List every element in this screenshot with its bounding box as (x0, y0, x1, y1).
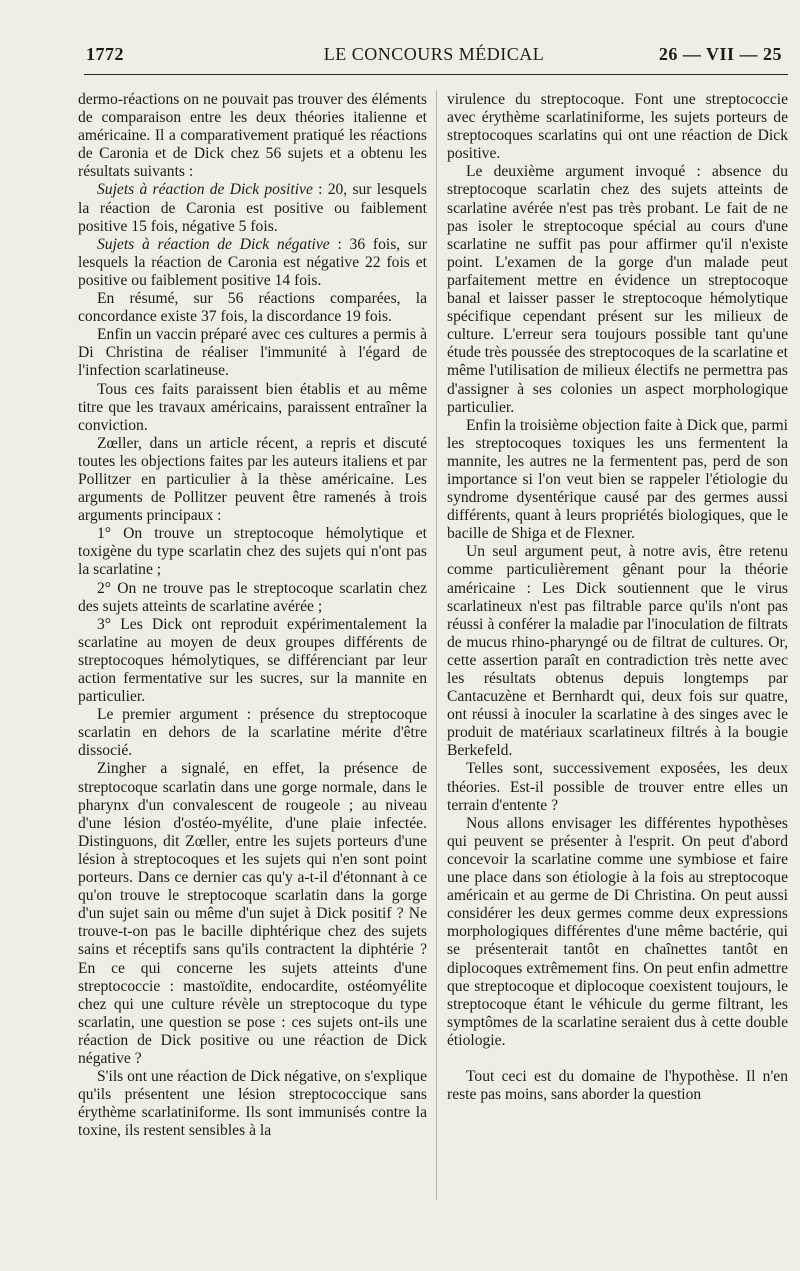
issue-date: 26 — VII — 25 (658, 44, 782, 64)
paragraph-text: Zœller, dans un article récent, a repris et discuté toutes les objections faites par les auteurs italiens et par Pollitzer en particulier à la thèse américaine. Les arguments de Pollitzer peuvent être ramenés à trois arguments principaux : (78, 434, 427, 525)
page-number: 1772 (86, 44, 124, 64)
paragraph-text: Un seul argument peut, à notre avis, être retenu comme particulièrement gênant pour la théorie américaine : Les Dick soutiennent que le virus scarlatineux n'est pas filtrable parce qu'ils n'ont pas réussi à conférer la maladie par l'inoculation de filtrats de mucus rhino-pharyngé ou de filtrat de cultures. Or, cette assertion paraît en contradiction très nette avec les résultats obtenus depuis longtemps par Cantacuzène et Bernhardt qui, deux fois sur quatre, ont réussi à inoculer la scarlatine à des singes avec le produit de matériaux scarlatineux filtrés à la bougie Berkefeld. (447, 543, 788, 760)
paragraph-gap (447, 1050, 788, 1068)
paragraph-text: : 36 fois, sur lesquels la réaction de Caronia est négative 22 fois et positive ou faiblement positive 14 fois. (78, 235, 427, 289)
paragraph-text: S'ils ont une réaction de Dick négative, on s'explique qu'ils présentent une lésion streptococcique sans érythème scarlatiniforme. Ils sont immunisés contre la toxine, ils restent sensibles à la (78, 1068, 427, 1140)
paragraph-text: Le premier argument : présence du streptocoque scarlatin en dehors de la scarlatine mérite d'être dissocié. (78, 706, 427, 760)
paragraph (78, 381, 427, 435)
paragraph-text: 1° On trouve un streptocoque hémolytique et toxigène du type scarlatin chez des sujets qui n'ont pas la scarlatine ; (78, 525, 427, 579)
paragraph (78, 760, 427, 1068)
paragraph-text: Tout ceci est du domaine de l'hypothèse. Il n'en reste pas moins, sans aborder la question (447, 1067, 788, 1104)
paragraph (78, 435, 427, 525)
paragraph (78, 580, 427, 616)
paragraph (78, 1068, 427, 1140)
paragraph-text: Zingher a signalé, en effet, la présence de streptocoque scarlatin dans une gorge normale, dans le pharynx d'un convalescent de rougeole ; au niveau d'une lésion d'ostéo-myélite, d'une plaie infectée. Distinguons, dit Zœller, entre les sujets porteurs d'une lésion à streptocoques et les sujets qui n'en sont point porteurs. Dans ce dernier cas qu'y a-t-il d'étonnant à ce qu'on trouve le streptocoque scarlatin dans la gorge d'un sujet sain ou même d'un sujet à Dick positif ? Ne trouve-t-on pas le bacille diphtérique chez des sujets sains et réceptifs sans qu'ils contractent la diphtérie ? En ce qui concerne les sujets atteints d'une streptococcie : mastoïdite, endocardite, ostéomyélite chez qui une culture révèle un streptocoque du type scarlatin, une question se pose : ces sujets ont-ils une réaction de Dick positive ou une réaction de Dick négative ? (78, 760, 427, 1067)
paragraph-text: En résumé, sur 56 réactions comparées, la concordance existe 37 fois, la discordance 19 fois. (78, 290, 427, 326)
paragraph-text: Tous ces faits paraissent bien établis et au même titre que les travaux américains, paraissent entraîner la conviction. (78, 380, 427, 434)
paragraph-text: dermo-réactions on ne pouvait pas trouver des éléments de comparaison entre les deux théories italienne et américaine. Il a comparativement pratiqué les réactions de Caronia et de Dick chez 56 sujets et a obtenu les résultats suivants : (78, 91, 427, 181)
paragraph (78, 616, 427, 706)
column-divider (436, 90, 437, 1200)
journal-title: LE CONCOURS MÉDICAL (323, 44, 545, 64)
paragraph (447, 815, 788, 1050)
paragraph (78, 236, 427, 290)
paragraph-text: virulence du streptocoque. Font une streptococcie avec érythème scarlatiniforme, les sujets porteurs de streptocoques scarlatins qui ont une réaction de Dick positive. (447, 91, 788, 163)
paragraph (78, 181, 427, 235)
paragraph-text: 3° Les Dick ont reproduit expérimentalement la scarlatine au moyen de deux groupes différents de streptocoques hémolytiques, se différenciant par leur action fermentative sur les sucres, sur la mannite en particulier. (78, 615, 427, 706)
left-column (78, 91, 427, 1140)
paragraph (447, 163, 788, 416)
italic-lead: Sujets à réaction de Dick positive (97, 181, 313, 199)
paragraph-text: Telles sont, successivement exposées, les deux théories. Est-il possible de trouver entre elles un terrain d'entente ? (447, 760, 788, 814)
paragraph (78, 525, 427, 579)
italic-lead: Sujets à réaction de Dick négative (97, 235, 330, 253)
paragraph (447, 91, 788, 163)
running-header (86, 44, 782, 72)
paragraph-text: Enfin un vaccin préparé avec ces cultures a permis à Di Christina de réaliser l'immunité à l'égard de l'infection scarlatineuse. (78, 326, 427, 380)
paragraph (78, 326, 427, 380)
paragraph (78, 290, 427, 326)
paragraph-text: Nous allons envisager les différentes hypothèses qui peuvent se présenter à l'esprit. On peut d'abord concevoir la scarlatine comme une symbiose et faire une place dans son étiologie à la fois au streptocoque américain et au germe de Di Christina. On peut aussi considérer les deux germes comme deux expressions morphologiques différentes d'une même bactérie, qui se présenterait tantôt en chaînettes tantôt en diplocoques extrêmement fins. On peut enfin admettre que streptocoque et diplocoque coexistent toujours, le streptocoque étant le véhicule du germe filtrant, les symptômes de la scarlatine seraient dus à cette double étiologie. (447, 814, 788, 1049)
paragraph (78, 706, 427, 760)
paragraph (447, 1068, 788, 1104)
header-rule (84, 74, 788, 75)
paragraph (447, 760, 788, 814)
paragraph-text: Le deuxième argument invoqué : absence du streptocoque scarlatin chez des sujets atteints de scarlatine avérée n'est pas très probant. Le fait de ne pas isoler le streptocoque spécial au cours d'une scarlatine ne suffit pas pour affirmer qu'il n'existe point. L'examen de la gorge d'un malade peut parfaitement mettre en évidence un streptocoque banal et laisser passer le streptocoque hémolytique spécifique cependant présent sur les milieux de culture. L'erreur sera toujours possible tant qu'une étude très poussée des streptocoques de la scarlatine et même l'utilisation de milieux électifs ne permettra pas d'assigner à ses colonies un aspect morphologique particulier. (447, 163, 788, 416)
paragraph (447, 543, 788, 760)
paragraph-text: 2° On ne trouve pas le streptocoque scarlatin chez des sujets atteints de scarlatine avérée ; (78, 579, 427, 615)
paragraph (447, 417, 788, 544)
paragraph-text: : 20, sur lesquels la réaction de Caronia est positive ou faiblement positive 15 fois, négative 5 fois. (78, 181, 427, 235)
paragraph-text: Enfin la troisième objection faite à Dick que, parmi les streptocoques toxiques les uns fermentent la mannite, les autres ne la fermentent pas, perd de son importance si l'on veut bien se rappeler l'étiologie du syndrome dysentérique causé par des germes aussi différents, quant à leurs propriétés biologiques, que le bacille de Shiga et de Flexner. (447, 416, 788, 543)
right-column (447, 91, 788, 1104)
paragraph (78, 91, 427, 181)
